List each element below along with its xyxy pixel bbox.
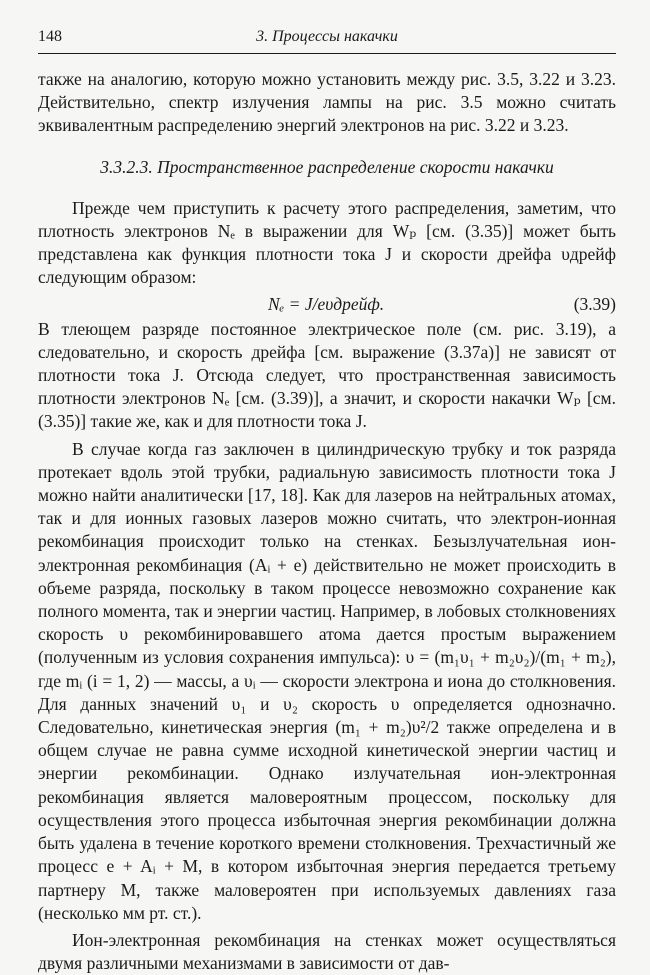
- equation-3-39: [38, 290, 616, 318]
- equation-number: (3.39): [573, 293, 616, 314]
- paragraph-2: В тлеющем разряде постоянное электрическое поле (см. рис. 3.19), а следовательно, и скорость дрейфа [см. выражение (3.37а)] не зависят от плотности тока J. Отсюда следует, что пространственная зависимость плотности электронов Nₑ [см. (3.39)], а значит, и скорости накачки Wₚ [см. (3.35)] такие же, как и для плотности тока J.: [38, 318, 616, 432]
- paragraph-3: В случае когда газ заключен в цилиндрическую трубку и ток разряда протекает вдоль этой трубки, радиальную зависимость плотности тока J можно найти аналитически [17, 18]. Как для лазеров на нейтральных атомах, так и для ионных газовых лазеров можно считать, что электрон-ионная рекомбинация происходит только на стенках. Безызлучательная ион-электронная рекомбинация (Aᵢ + e) действительно не может происходить в объеме разряда, поскольку в таком процессе невозможно сохранение как полного момента, так и энергии частиц. Например, в лобовых столкновениях скорость υ рекомбинировавшего атома дается простым выражением (полученным из условия сохранения импульса): υ = (m₁υ₁ + m₂υ₂)/(m₁ + m₂), где mᵢ (i = 1, 2) — массы, а υᵢ — скорости электрона и иона до столкновения. Для данных значений υ₁ и υ₂ скорость υ определяется однозначно. Следовательно, кинетическая энергия (m₁ + m₂)υ²/2 также определена и в общем случае не равна сумме исходной кинетической энергии частиц и энергии рекомбинации. Однако излучательная ион-электронная рекомбинация является маловероятным процессом, поскольку для осуществления этого процесса избыточная энергия рекомбинации должна быть удалена в течение короткого времени столкновения. Трехчастичный же процесс e + Aᵢ + M, в котором избыточная энергия передается третьему партнеру M, также маловероятен при используемых давлениях газа (несколько мм рт. ст.).: [38, 438, 616, 923]
- formula-expression: Nₑ = J/eυдрейф.: [268, 293, 385, 314]
- header-rule: [38, 53, 616, 54]
- paragraph-4: Ион-электронная рекомбинация на стенках может осуществляться двумя различными механизмами в зависимости от дав-: [38, 929, 616, 974]
- running-title: 3. Процессы накачки: [256, 28, 398, 45]
- page-header: [38, 24, 616, 50]
- page-number: 148: [38, 28, 62, 45]
- section-heading: 3.3.2.3. Пространственное распределение скорости накачки: [100, 156, 554, 177]
- paragraph-intro: также на аналогию, которую можно установить между рис. 3.5, 3.22 и 3.23. Действительно, спектр излучения лампы на рис. 3.5 можно считать эквивалентным распределению энергий электронов на рис. 3.22 и 3.23.: [38, 69, 616, 136]
- page-body: [38, 68, 616, 975]
- paragraph-1: Прежде чем приступить к расчету этого распределения, заметим, что плотность электронов Nₑ в выражении для Wₚ [см. (3.35)] может быть представлена как функция плотности тока J и скорости дрейфа υдрейф следующим образом:: [38, 197, 616, 288]
